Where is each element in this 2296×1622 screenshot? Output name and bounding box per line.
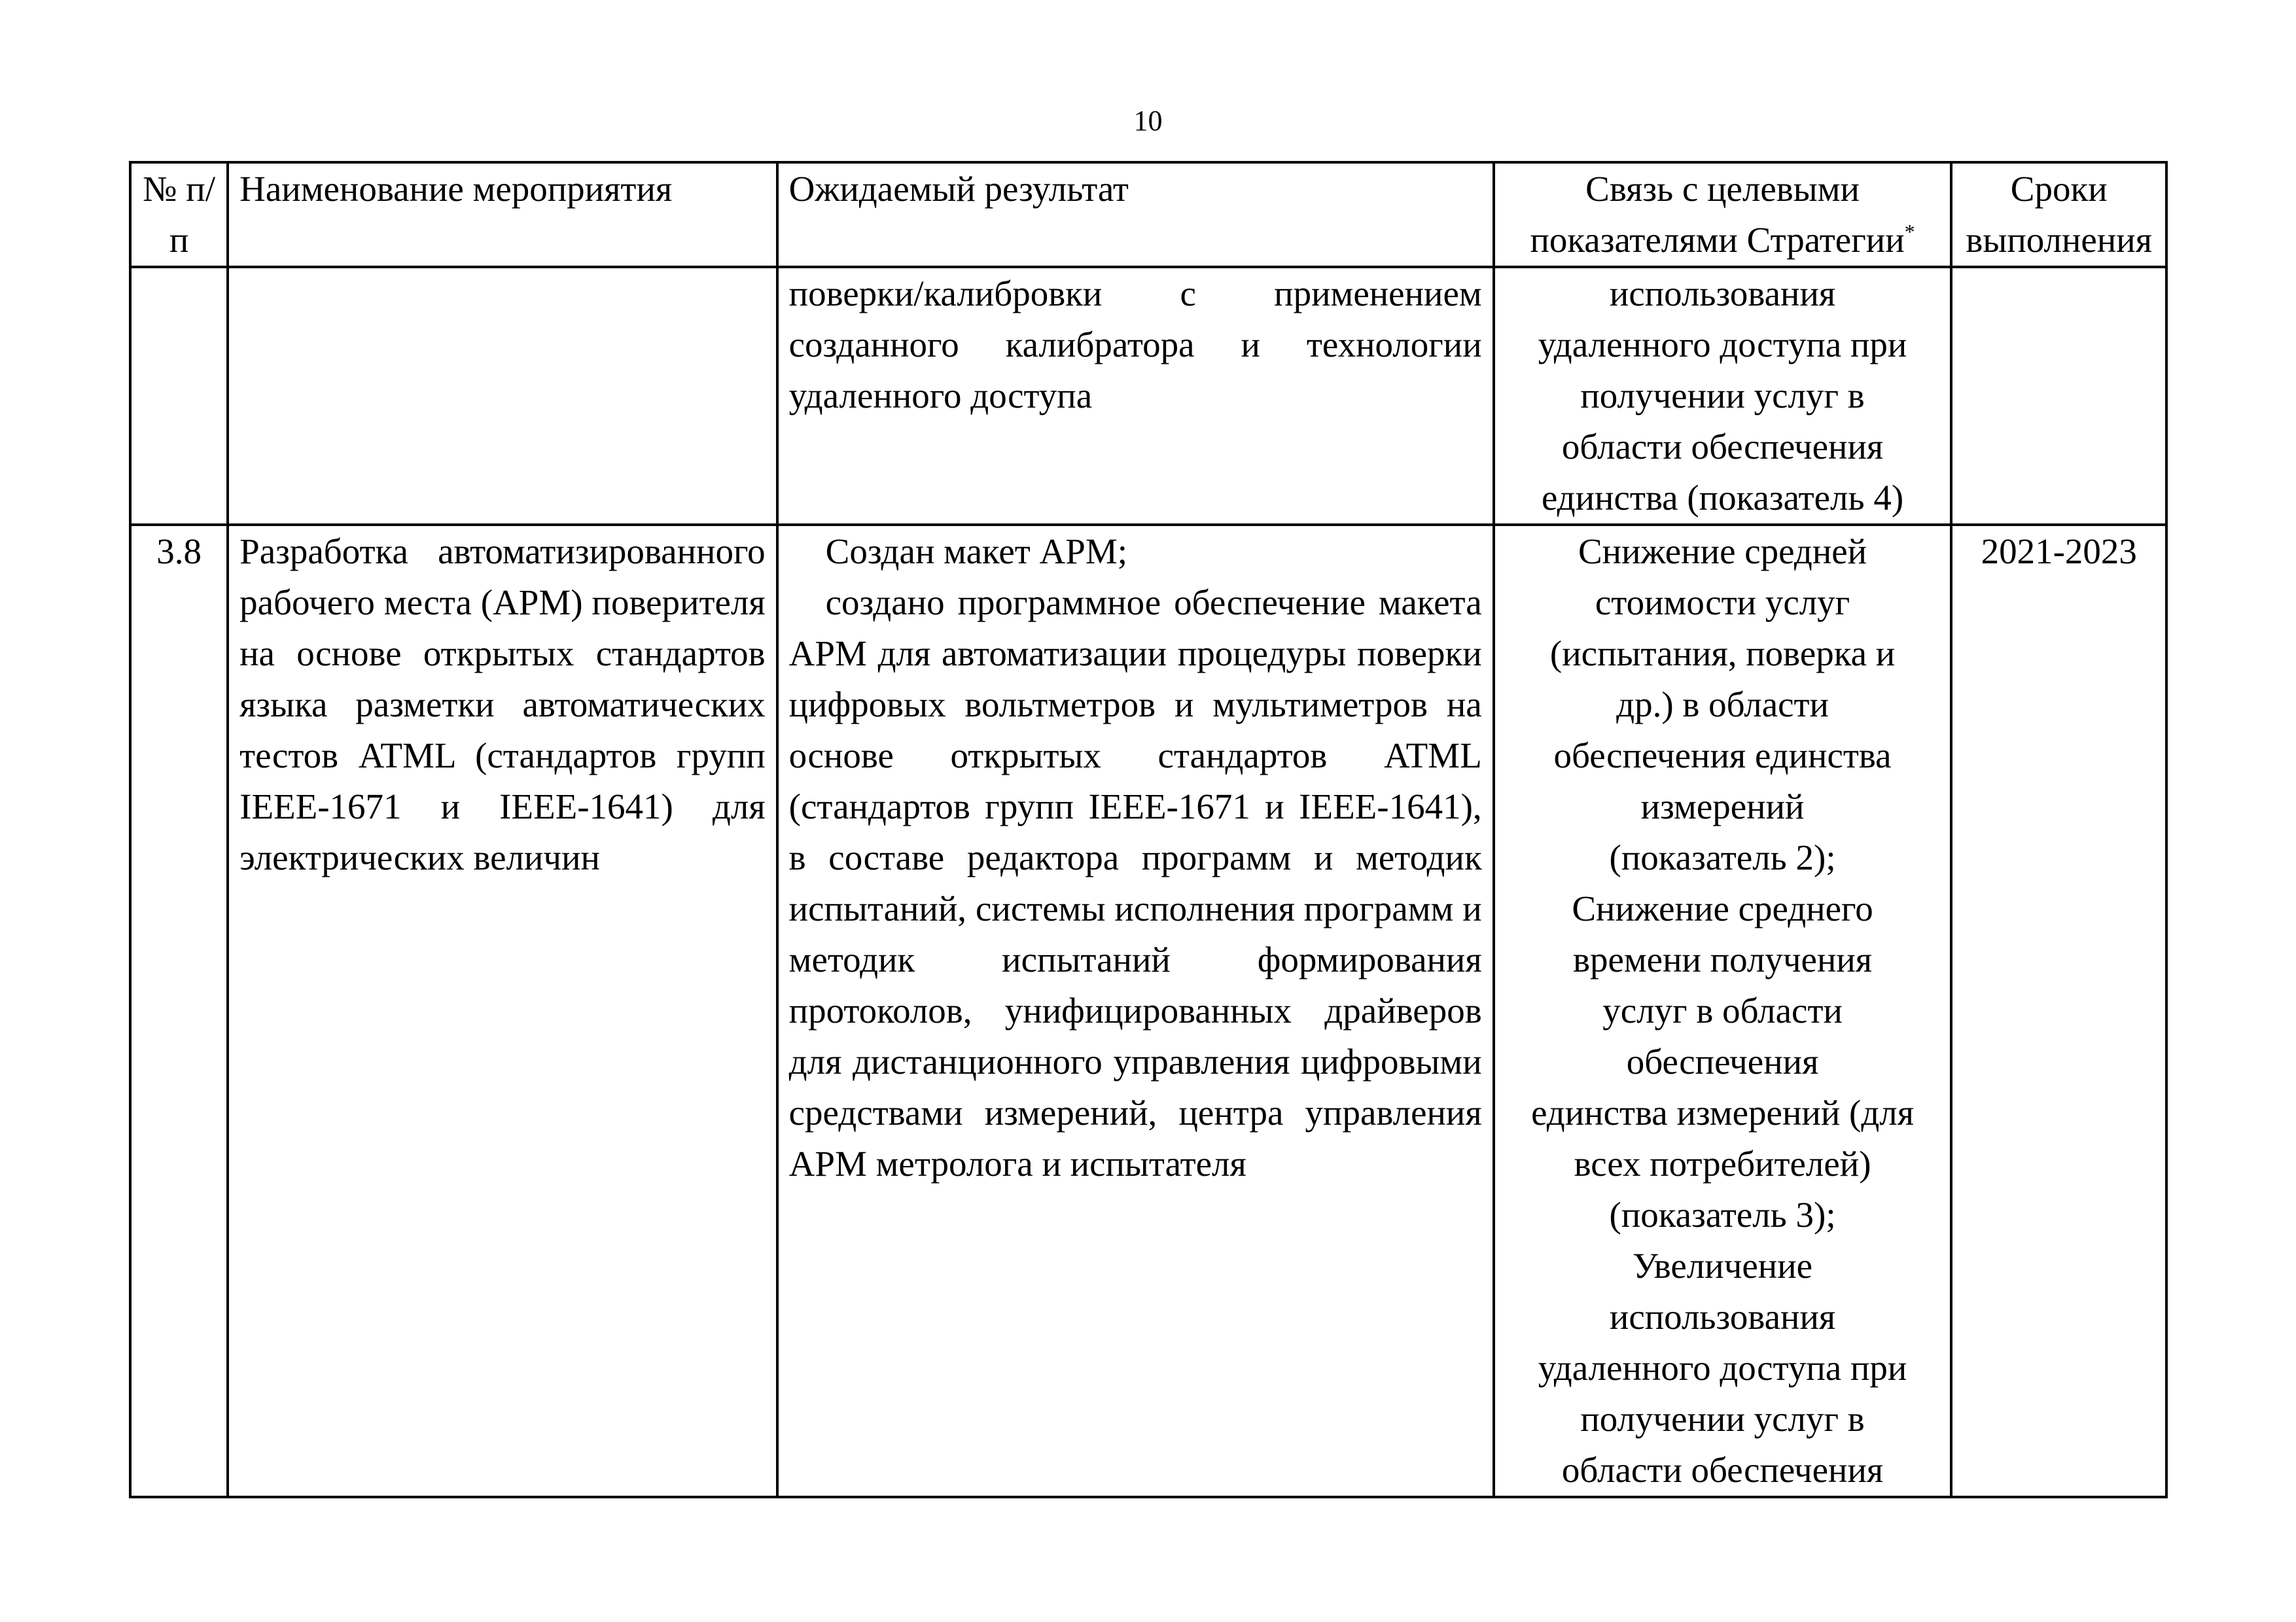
link-line: Увеличение bbox=[1633, 1246, 1813, 1286]
activities-table bbox=[129, 161, 2168, 1498]
header-link bbox=[1494, 162, 1952, 267]
row-term: 2021-2023 bbox=[1951, 525, 2166, 1497]
link-line: единства измерений (для bbox=[1531, 1093, 1915, 1133]
row-result bbox=[777, 267, 1494, 525]
header-name: Наименование мероприятия bbox=[228, 162, 777, 267]
table-row bbox=[130, 525, 2166, 1497]
link-line: др.) в области bbox=[1616, 684, 1829, 724]
header-num: № п/п bbox=[130, 162, 228, 267]
row-num bbox=[130, 267, 228, 525]
link-line: обеспечения bbox=[1626, 1042, 1819, 1082]
link-line: (показатель 2); bbox=[1609, 837, 1836, 877]
header-link-text: Связь с целевыми показателями Стратегии bbox=[1530, 169, 1905, 260]
link-line: единства (показатель 4) bbox=[1541, 478, 1904, 518]
link-line: использования bbox=[1609, 273, 1836, 313]
link-line: области обеспечения bbox=[1561, 427, 1884, 467]
link-line: Снижение среднего bbox=[1572, 889, 1873, 928]
link-line: получении услуг в bbox=[1580, 376, 1865, 415]
link-line: обеспечения единства bbox=[1553, 735, 1892, 775]
header-term: Сроки выполнения bbox=[1951, 162, 2166, 267]
header-link-footnote-mark: * bbox=[1904, 220, 1915, 243]
link-line: получении услуг в bbox=[1580, 1399, 1865, 1439]
link-line: удаленного доступа при bbox=[1538, 325, 1907, 364]
table-header-row bbox=[130, 162, 2166, 267]
link-line: использования bbox=[1609, 1297, 1836, 1337]
result-paragraph: создано программное обеспечение макета АРМ для автоматизации процедуры поверки цифровых вольтметров и мультиметров на основе открытых стандартов ATML (стандартов групп IEEE-1671 и IEEE-1641), в составе редактора программ и методик испытаний, системы исполнения программ и методик испытаний формирования протоколов, унифицированных драйверов для дистанционного управления цифровыми средствами измерений, центра управления АРМ метролога и испытателя bbox=[788, 582, 1482, 1184]
result-paragraph: Создан макет АРМ; bbox=[825, 531, 1128, 571]
link-line: удаленного доступа при bbox=[1538, 1348, 1907, 1388]
row-name: Разработка автоматизированного рабочего места (АРМ) поверителя на основе открытых стандартов языка разметки автоматических тестов ATML (стандартов групп IEEE-1671 и IEEE-1641) для электрических величин bbox=[228, 525, 777, 1497]
row-term bbox=[1951, 267, 2166, 525]
row-name bbox=[228, 267, 777, 525]
link-line: стоимости услуг bbox=[1595, 582, 1850, 622]
link-line: услуг в области bbox=[1602, 991, 1843, 1031]
link-line: области обеспечения bbox=[1561, 1450, 1884, 1490]
table-row bbox=[130, 267, 2166, 525]
row-result bbox=[777, 525, 1494, 1497]
row-link bbox=[1494, 267, 1952, 525]
page-number: 10 bbox=[1133, 105, 1163, 137]
row-num: 3.8 bbox=[130, 525, 228, 1497]
link-line: (испытания, поверка и bbox=[1549, 633, 1896, 673]
row-link bbox=[1494, 525, 1952, 1497]
link-line: (показатель 3); bbox=[1609, 1195, 1836, 1235]
result-paragraph: поверки/калибровки с применением созданного калибратора и технологии удаленного доступа bbox=[788, 273, 1482, 415]
link-line: Снижение средней bbox=[1578, 531, 1867, 571]
header-result: Ожидаемый результат bbox=[777, 162, 1494, 267]
link-line: времени получения bbox=[1573, 940, 1873, 979]
link-line: измерений bbox=[1640, 786, 1805, 826]
link-line: всех потребителей) bbox=[1574, 1144, 1871, 1184]
